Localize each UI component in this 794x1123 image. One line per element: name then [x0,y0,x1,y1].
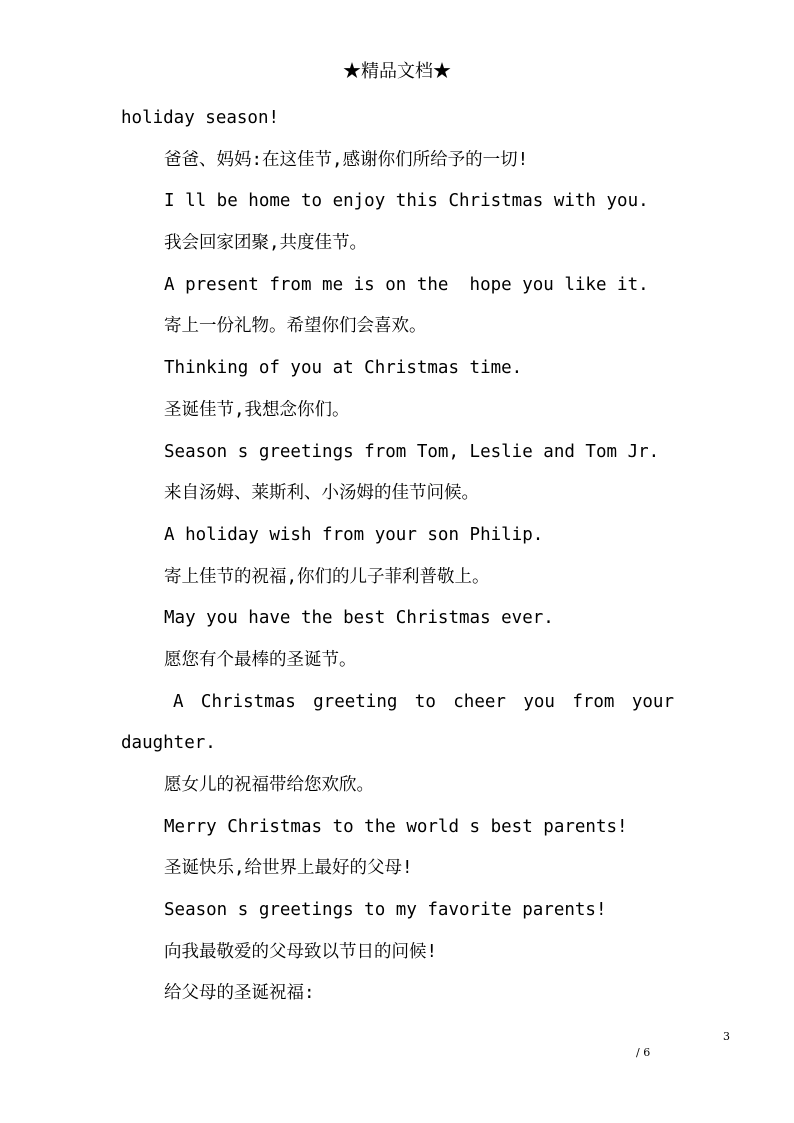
text-line: A Christmas greeting to cheer you from your [173,691,674,712]
text-line: 给父母的圣诞祝福: [164,983,315,1004]
text-line: Thinking of you at Christmas time. [164,358,523,379]
text-line: Season s greetings from Tom, Leslie and Tom Jr. [164,441,660,462]
document-body [121,104,674,1021]
text-line: May you have the best Christmas ever. [164,608,554,629]
text-line: 愿女儿的祝福带给您欢欣。 [164,775,374,795]
text-line: holiday season! [121,108,280,128]
text-line: 愿您有个最棒的圣诞节。 [164,649,357,670]
page-number: 3 [723,1030,730,1043]
text-line: 向我最敬爱的父母致以节日的问候! [164,941,438,962]
text-line: 寄上一份礼物。希望你们会喜欢。 [164,316,427,337]
text-line: A present from me is on the hope you like it. [164,274,649,295]
text-line: 我会回家团聚,共度佳节。 [164,233,368,254]
text-line: I ll be home to enjoy this Christmas with you. [164,191,649,212]
text-line: Merry Christmas to the world s best parents! [164,816,628,837]
text-line: daughter. [121,733,216,754]
text-line: 寄上佳节的祝福,你们的儿子菲利普敬上。 [164,566,490,587]
text-line: 爸爸、妈妈:在这佳节,感谢你们所给予的一切! [164,149,529,170]
text-line: 来自汤姆、莱斯利、小汤姆的佳节问候。 [164,483,479,504]
text-line: Season s greetings to my favorite parents! [164,900,607,921]
text-line: 圣诞佳节,我想念你们。 [164,399,350,420]
text-line: A holiday wish from your son Philip. [164,524,544,545]
text-line: 圣诞快乐,给世界上最好的父母! [164,858,413,879]
document-header-title: ★精品文档★ [343,61,451,82]
page-total: / 6 [636,1046,651,1059]
